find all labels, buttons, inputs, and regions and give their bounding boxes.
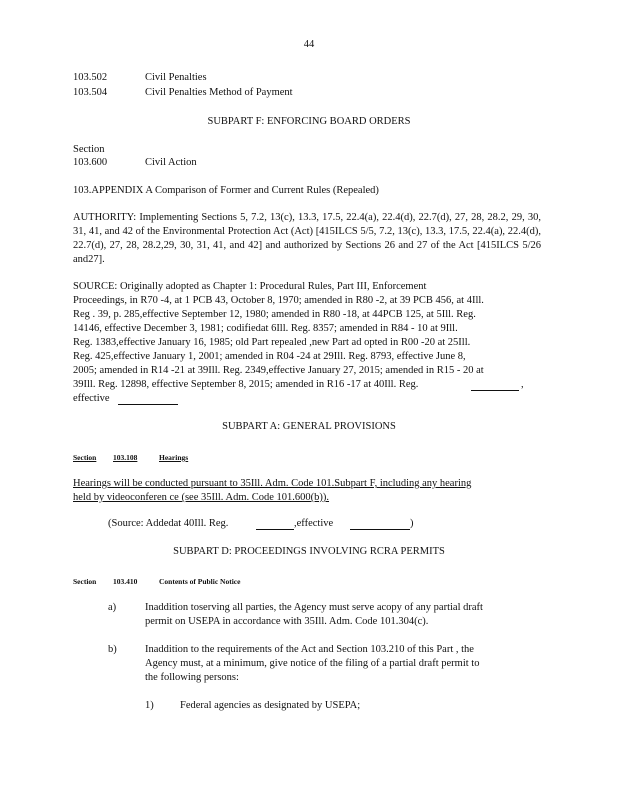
item-b-line: Inaddition to the requirements of the Act and Section 103.210 of this Part , the: [145, 644, 474, 655]
section-108-title: Hearings: [159, 453, 189, 462]
source-added-prefix: (Source: Addedat 40Ill. Reg.: [108, 518, 229, 529]
source-comma: ,: [521, 379, 524, 390]
section-410-label: Section: [73, 577, 97, 586]
subpart-a-heading: SUBPART A: GENERAL PROVISIONS: [222, 421, 396, 432]
section-label: Section: [73, 144, 105, 155]
subpart-f-heading: SUBPART F: ENFORCING BOARD ORDERS: [207, 116, 411, 127]
source-line: 14146, effective December 3, 1981; codifiedat 6Ill. Reg. 8357; amended in R84 - 10 at 9Ill.: [73, 323, 458, 334]
source-line: Reg. 425,effective January 1, 2001; amended in R04 -24 at 29Ill. Reg. 8793, effective June 8,: [73, 351, 466, 362]
item-b1-text: Federal agencies as designated by USEPA;: [180, 700, 361, 711]
toc-title: Civil Penalties: [145, 72, 207, 83]
toc-num: 103.502: [73, 72, 108, 83]
source-blank: [118, 393, 178, 405]
hearings-text-line: Hearings will be conducted pursuant to 35Ill. Adm. Code 101.Subpart F, including any hearing: [73, 478, 472, 489]
source-added-close: ): [410, 518, 414, 529]
toc-title: Civil Action: [145, 157, 197, 168]
item-b-line: the following persons:: [145, 672, 239, 683]
page-number: 44: [303, 39, 315, 50]
item-b-line: Agency must, at a minimum, give notice of the filing of a partial draft permit to: [145, 658, 480, 669]
toc-title: Civil Penalties Method of Payment: [145, 87, 293, 98]
section-410-title: Contents of Public Notice: [159, 577, 241, 586]
section-108-num: 103.108: [113, 453, 138, 462]
source-added-effective: ,effective: [294, 518, 334, 529]
subpart-d-heading: SUBPART D: PROCEEDINGS INVOLVING RCRA PERMITS: [173, 546, 445, 557]
section-410-num: 103.410: [113, 577, 138, 586]
item-marker: a): [108, 602, 117, 613]
hearings-text-line: held by videoconferen ce (see 35Ill. Adm. Code 101.600(b)).: [73, 492, 330, 503]
source-line: 39Ill. Reg. 12898, effective September 8, 2015; amended in R16 -17 at 40Ill. Reg.: [73, 379, 419, 390]
item-a-line: permit on USEPA in accordance with 35Ill. Adm. Code 101.304(c).: [145, 616, 429, 627]
toc-num: 103.600: [73, 157, 108, 168]
source-added-blank: [256, 518, 294, 530]
source-line: Reg . 39, p. 285,effective September 12, 1980; amended in R80 -18, at 44PCB 125, at 5Ill. Reg.: [73, 309, 476, 320]
source-line: 2005; amended in R14 -21 at 39Ill. Reg. 2349,effective January 27, 2015; amended in R15 - 20 at: [73, 365, 484, 376]
source-added-blank: [350, 518, 410, 530]
section-108-label: Section: [73, 453, 97, 462]
item-a-line: Inaddition toserving all parties, the Agency must serve acopy of any partial draft: [145, 602, 483, 613]
item-marker: 1): [145, 700, 154, 711]
item-marker: b): [108, 644, 117, 655]
source-line: SOURCE: Originally adopted as Chapter 1: Procedural Rules, Part III, Enforcement: [73, 281, 427, 292]
source-blank: [471, 379, 519, 391]
source-line: Proceedings, in R70 -4, at 1 PCB 43, October 8, 1970; amended in R80 -2, at 39 PCB 456, at 4Ill.: [73, 295, 484, 306]
source-effective: effective: [73, 393, 110, 404]
appendix-entry: 103.APPENDIX A Comparison of Former and Current Rules (Repealed): [73, 185, 379, 196]
source-line: Reg. 1383,effective January 16, 1985; old Part repealed ,new Part ad opted in R00 -20 at 25Ill.: [73, 337, 471, 348]
toc-num: 103.504: [73, 87, 108, 98]
authority-paragraph: AUTHORITY: Implementing Sections 5, 7.2, 13(c), 13.3, 17.5, 22.4(a), 22.4(d), 22.7(d), 27, 28, 28.2, 29, 30, 31, 41, and 42 of the Environmental Protection Act (Act) [415ILCS 5/5, 7.2, 13(c), 13.3, 17.5, 22.4(a), 22.4(d), 22.7(d), 27, 28, 28.2,29, 30, 31, 41, and 42] and authorized by Sections 26 and 27 of the Act [415ILCS 5/26 and27].: [73, 212, 541, 265]
